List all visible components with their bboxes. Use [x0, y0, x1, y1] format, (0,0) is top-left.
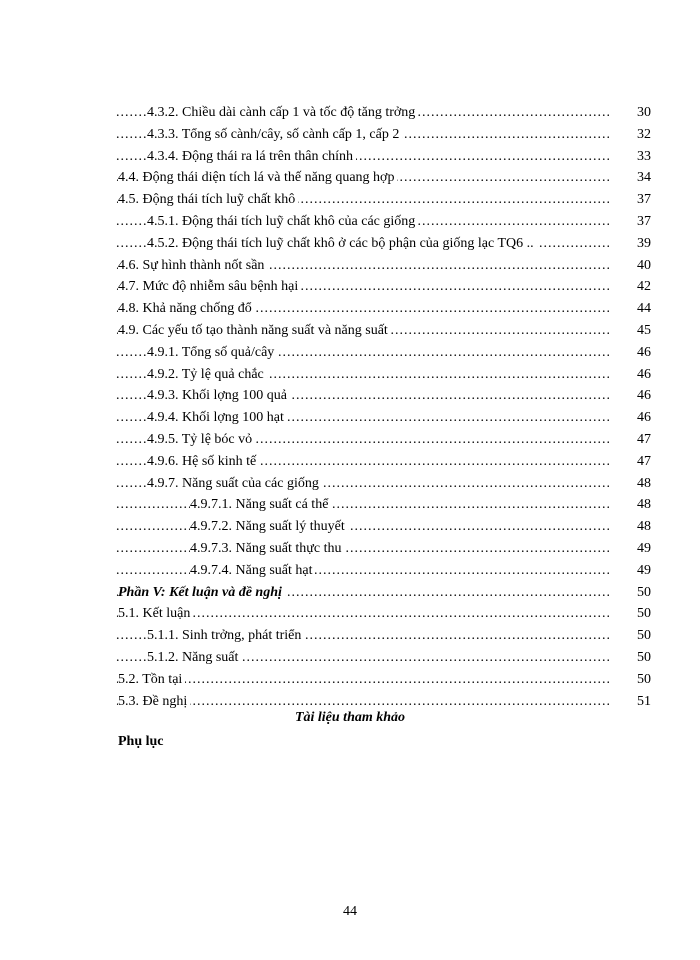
- references-heading: Tài liệu tham khảo: [294, 710, 406, 725]
- toc-entry-page: 45: [637, 322, 651, 338]
- toc-entry: [116, 560, 651, 582]
- toc-entry: [116, 255, 651, 277]
- toc-entry-page: 47: [637, 431, 651, 447]
- toc-entry-label: 4.7. Mức độ nhiễm sâu bệnh hại: [118, 276, 301, 298]
- toc-entry-page: 42: [637, 279, 651, 295]
- toc-entry-page: 34: [637, 170, 651, 186]
- toc-entry-label: 4.3.4. Động thái ra lá trên thân chính: [147, 146, 356, 168]
- toc-entry-label: 5.3. Đề nghị: [118, 691, 190, 713]
- toc-entry: [116, 691, 651, 713]
- toc-entry-page: 40: [637, 257, 651, 273]
- toc-entry-page: 48: [637, 519, 651, 535]
- toc-entry-label: 4.9.7.1. Năng suất cá thể: [190, 494, 331, 516]
- toc-entry-page: 37: [637, 192, 651, 208]
- toc-entry: [116, 276, 651, 298]
- toc-entry-label: 5.1. Kết luận: [118, 603, 193, 625]
- toc-entry-page: 49: [637, 562, 651, 578]
- toc-entry-page: 50: [637, 628, 651, 644]
- toc-entry-label: 4.9.4. Khối lợng 100 hạt: [147, 407, 287, 429]
- toc-entry: [116, 538, 651, 560]
- toc-entry-page: 48: [637, 497, 651, 513]
- toc-entry: [116, 102, 651, 124]
- toc-entry: [116, 494, 651, 516]
- toc-entry-label: 4.8. Khả năng chống đổ: [118, 298, 255, 320]
- toc-entry-label: 4.9.6. Hệ số kinh tế: [147, 451, 259, 473]
- toc-entry: [116, 385, 651, 407]
- toc-entry-label: 5.1.2. Năng suất: [147, 647, 241, 669]
- toc-entry-page: 47: [637, 453, 651, 469]
- toc-entry: [116, 582, 651, 604]
- toc-entry-page: 37: [637, 213, 651, 229]
- toc-entry-page: 51: [637, 693, 651, 709]
- toc-entry-label: 4.3.2. Chiều dài cành cấp 1 và tốc độ tăng trởng: [147, 102, 418, 124]
- toc-entry-label: 4.3.3. Tổng số cành/cây, số cành cấp 1, cấp 2: [147, 124, 402, 146]
- toc-entry-label: 4.6. Sự hình thành nốt sần: [118, 255, 267, 277]
- toc-entry: [116, 647, 651, 669]
- toc-entry-label: 4.5.2. Động thái tích luỹ chất khô ở các bộ phận của giống lạc TQ6 ..: [147, 233, 537, 255]
- toc-entry-page: 50: [637, 649, 651, 665]
- toc-entry-page: 32: [637, 126, 651, 142]
- toc-entry-label: 5.2. Tồn tại: [118, 669, 185, 691]
- toc-entry: [116, 625, 651, 647]
- toc-entry-page: 48: [637, 475, 651, 491]
- page-number: 44: [343, 904, 357, 919]
- toc-entry-label: 4.9.3. Khối lợng 100 quả: [147, 385, 290, 407]
- toc-entry-label: 4.5.1. Động thái tích luỹ chất khô của các giống: [147, 211, 418, 233]
- toc-entry-page: 46: [637, 344, 651, 360]
- toc-entry: [116, 233, 651, 255]
- toc-entry-label: 4.9.5. Tỷ lệ bóc vỏ: [147, 429, 255, 451]
- toc-entry-label: 4.9.7.3. Năng suất thực thu: [190, 538, 344, 560]
- toc-entry-page: 46: [637, 410, 651, 426]
- toc-entry: [116, 146, 651, 168]
- toc-entry-page: 33: [637, 148, 651, 164]
- toc-entry: [116, 473, 651, 495]
- toc-entry-label: 4.9.7.4. Năng suất hạt: [190, 560, 315, 582]
- toc-entry-page: 50: [637, 671, 651, 687]
- toc-entry-page: 30: [637, 105, 651, 120]
- toc-entry: [116, 298, 651, 320]
- toc-entry-page: 46: [637, 388, 651, 404]
- toc-entry-label: 4.9.1. Tổng số quả/cây: [147, 342, 277, 364]
- toc-entry: [116, 320, 651, 342]
- toc-entry: [116, 429, 651, 451]
- toc-entry: [116, 211, 651, 233]
- toc-entry-page: 49: [637, 540, 651, 556]
- toc-entry: [116, 669, 651, 691]
- toc-entry: [116, 407, 651, 429]
- toc-entry-label: Phần V: Kết luận và đề nghị: [118, 582, 285, 604]
- toc-entry-page: 50: [637, 584, 651, 600]
- toc-entry: [116, 342, 651, 364]
- appendix-heading: Phụ lục: [118, 734, 164, 749]
- toc-entry-page: 46: [637, 366, 651, 382]
- toc-entry-label: 4.5. Động thái tích luỹ chất khô: [118, 189, 298, 211]
- toc-entry-label: 4.9.7. Năng suất của các giống: [147, 473, 322, 495]
- toc-entry: [116, 516, 651, 538]
- toc-entry-label: 5.1.1. Sinh trởng, phát triển: [147, 625, 304, 647]
- table-of-contents: [116, 102, 651, 712]
- toc-entry: [116, 364, 651, 386]
- toc-entry: [116, 167, 651, 189]
- toc-entry: [116, 603, 651, 625]
- dot-leader: [116, 669, 609, 691]
- toc-entry: [116, 124, 651, 146]
- toc-entry: [116, 451, 651, 473]
- toc-entry-label: 4.4. Động thái diện tích lá và thế năng quang hợp: [118, 167, 397, 189]
- toc-entry-page: 50: [637, 606, 651, 622]
- toc-entry-label: 4.9.2. Tỷ lệ quả chắc: [147, 364, 267, 386]
- toc-entry-page: 44: [637, 301, 651, 317]
- toc-entry: [116, 189, 651, 211]
- toc-entry-label: 4.9.7.2. Năng suất lý thuyết: [190, 516, 348, 538]
- toc-entry-label: 4.9. Các yếu tố tạo thành năng suất và năng suất: [118, 320, 391, 342]
- toc-entry-page: 39: [637, 235, 651, 251]
